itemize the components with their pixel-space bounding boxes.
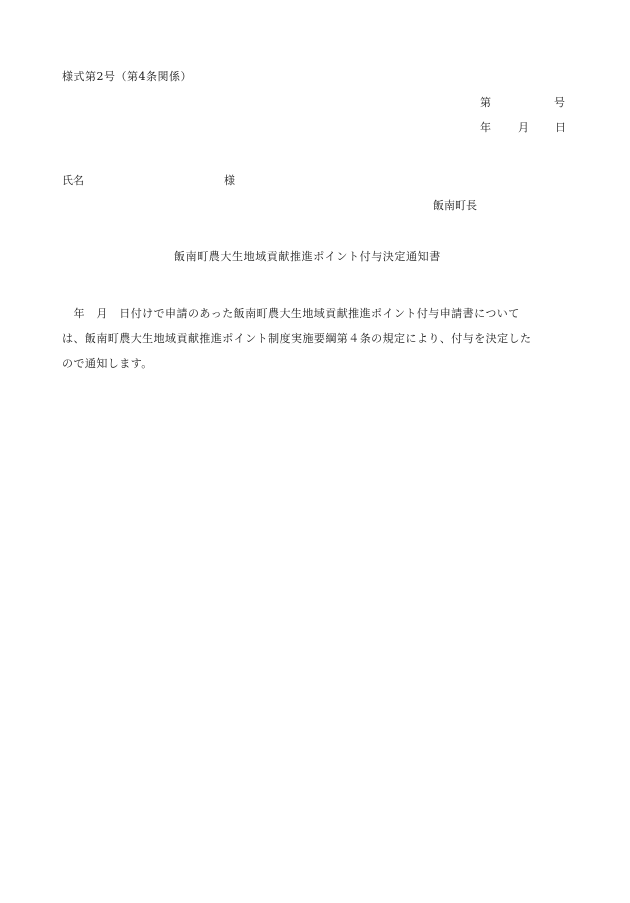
issuer-name: 飯南町長 xyxy=(433,199,477,212)
date-year-label: 年 xyxy=(480,121,491,134)
body-paragraph xyxy=(62,301,568,376)
document-title: 飯南町農大生地域貢献推進ポイント付与決定通知書 xyxy=(174,250,441,263)
recipient-honorific: 様 xyxy=(224,174,235,187)
document-number-prefix: 第 xyxy=(480,96,491,109)
recipient-name-label: 氏名 xyxy=(62,174,84,187)
date-day-label: 日 xyxy=(555,121,566,134)
document-number-suffix: 号 xyxy=(554,96,565,109)
date-month-label: 月 xyxy=(518,121,529,134)
body-line-2: は、飯南町農大生地域貢献推進ポイント制度実施要綱第４条の規定により、付与を決定した xyxy=(62,332,532,345)
form-number: 様式第2号（第4条関係） xyxy=(62,70,192,83)
body-line-1: 年 月 日付けで申請のあった飯南町農大生地域貢献推進ポイント付与申請書について xyxy=(62,307,520,320)
body-line-3: ので通知します。 xyxy=(62,357,153,370)
